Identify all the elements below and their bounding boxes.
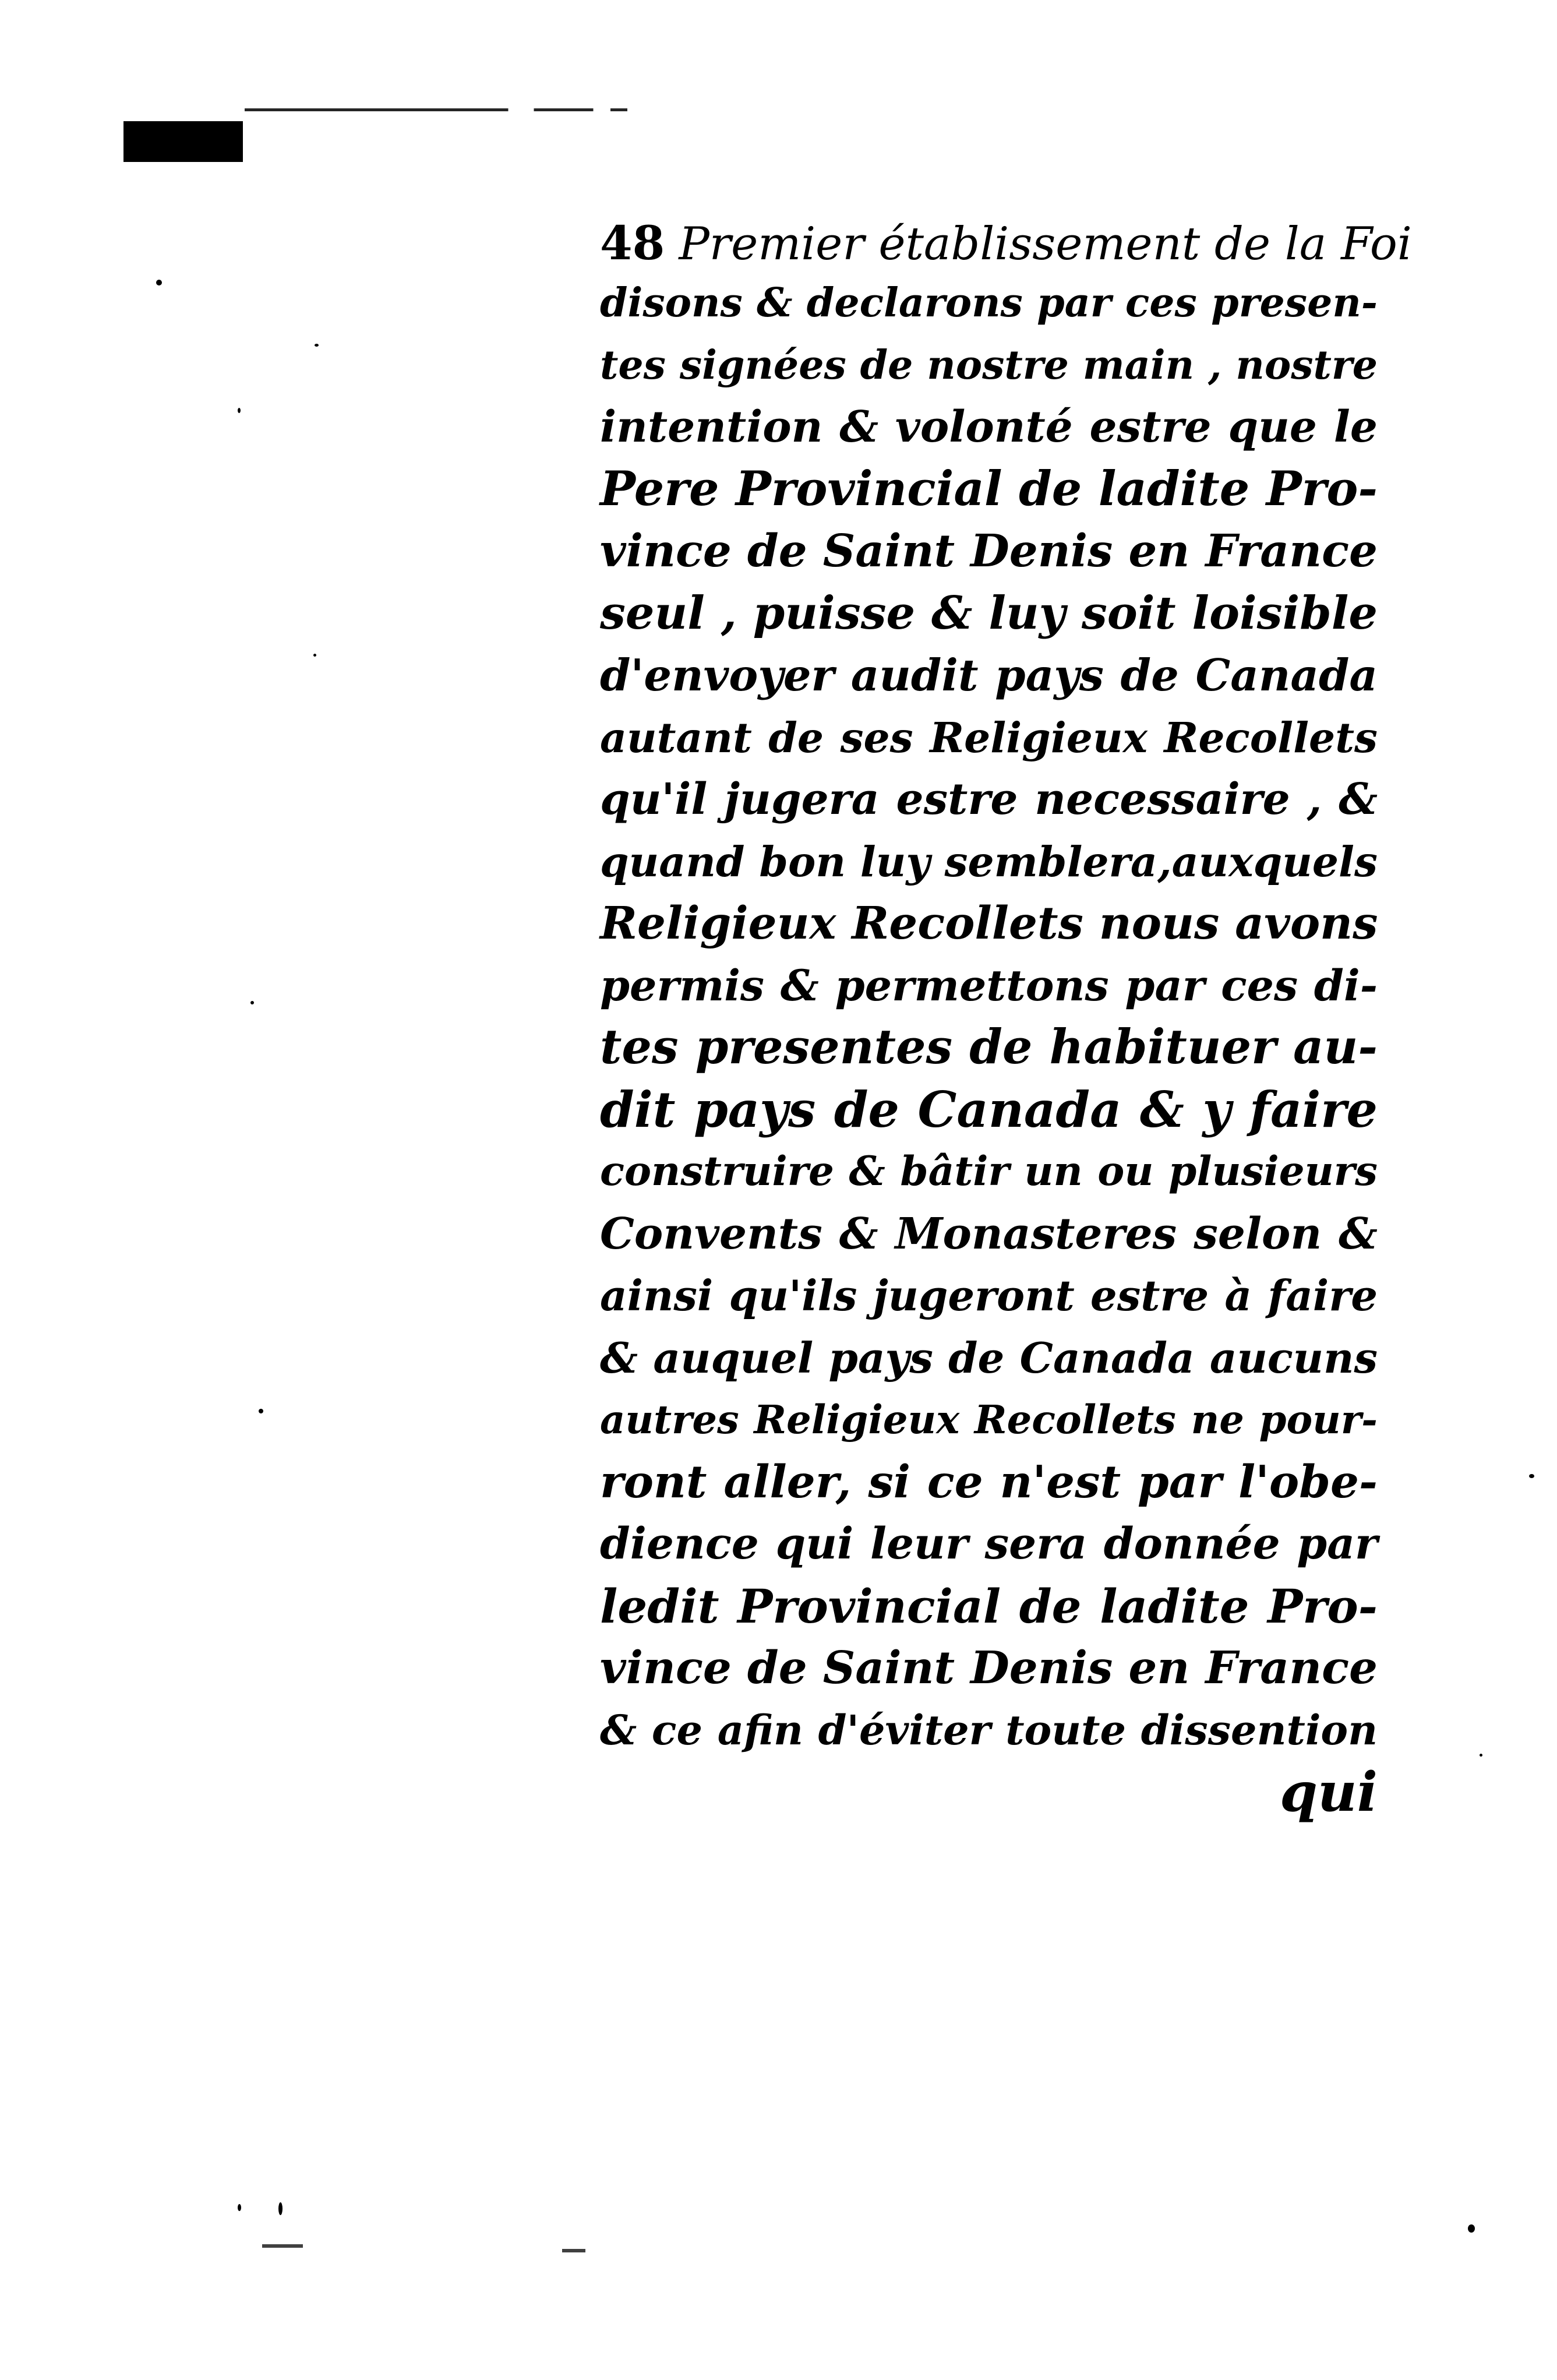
text-line: autant de ses Religieux Recollets <box>600 713 1378 762</box>
page-number: 48 <box>600 216 665 270</box>
text-line: tes signées de nostre main , nostre <box>600 341 1378 389</box>
scan-speck <box>259 1409 263 1413</box>
text-line: & ce afin d'éviter toute dissention <box>600 1705 1378 1754</box>
text-line: disons & declarons par ces presen- <box>600 280 1378 326</box>
scan-speck <box>238 2204 241 2211</box>
text-line: construire & bâtir un ou plusieurs <box>600 1148 1378 1195</box>
text-line: ainsi qu'ils jugeront estre à faire <box>600 1271 1378 1320</box>
scan-speck <box>1529 1474 1534 1478</box>
text-line: Convents & Monasteres selon & <box>600 1208 1378 1259</box>
text-line: Religieux Recollets nous avons <box>600 897 1378 950</box>
scan-speck <box>1480 1754 1482 1757</box>
page-header <box>600 216 1412 271</box>
scan-artifact-black-block <box>123 121 243 162</box>
text-line: ledit Provincial de ladite Pro- <box>600 1578 1378 1634</box>
scan-speck <box>313 654 316 657</box>
text-column <box>600 216 1412 1824</box>
catchword: qui <box>1280 1760 1378 1824</box>
text-line: ront aller, si ce n'est par l'obe- <box>600 1455 1378 1508</box>
running-title: Premier établissement de la Foi <box>679 218 1412 270</box>
scan-artifact-top-rule <box>245 108 670 111</box>
text-line: intention & volonté estre que le <box>600 402 1378 452</box>
text-line: autres Religieux Recollets ne pour- <box>600 1397 1378 1443</box>
text-line: seul , puisse & luy soit loisible <box>600 586 1378 640</box>
text-line: tes presentes de habituer au- <box>600 1020 1378 1075</box>
scan-speck <box>250 1001 254 1004</box>
text-line: dit pays de Canada & y faire <box>600 1080 1378 1138</box>
scan-speck <box>238 408 241 413</box>
text-line: qu'il jugera estre necessaire , & <box>600 774 1378 824</box>
text-line: & auquel pays de Canada aucuns <box>600 1332 1378 1383</box>
scan-artifact-bottom-rule <box>562 2249 585 2252</box>
body-text <box>600 272 1378 1823</box>
text-line: quand bon luy semblera,auxquels <box>600 837 1378 886</box>
text-line: permis & permettons par ces di- <box>600 960 1378 1011</box>
text-line: Pere Provincial de ladite Pro- <box>600 461 1378 517</box>
text-line: vince de Saint Denis en France <box>600 525 1378 577</box>
scan-speck <box>1468 2224 1475 2233</box>
scan-speck <box>315 344 319 347</box>
scan-speck <box>278 2202 283 2215</box>
text-line: d'envoyer audit pays de Canada <box>600 650 1378 701</box>
text-line: dience qui leur sera donnée par <box>600 1519 1378 1569</box>
text-line: vince de Saint Denis en France <box>600 1642 1378 1694</box>
scan-speck <box>156 280 162 285</box>
scan-artifact-bottom-rule <box>262 2244 303 2248</box>
